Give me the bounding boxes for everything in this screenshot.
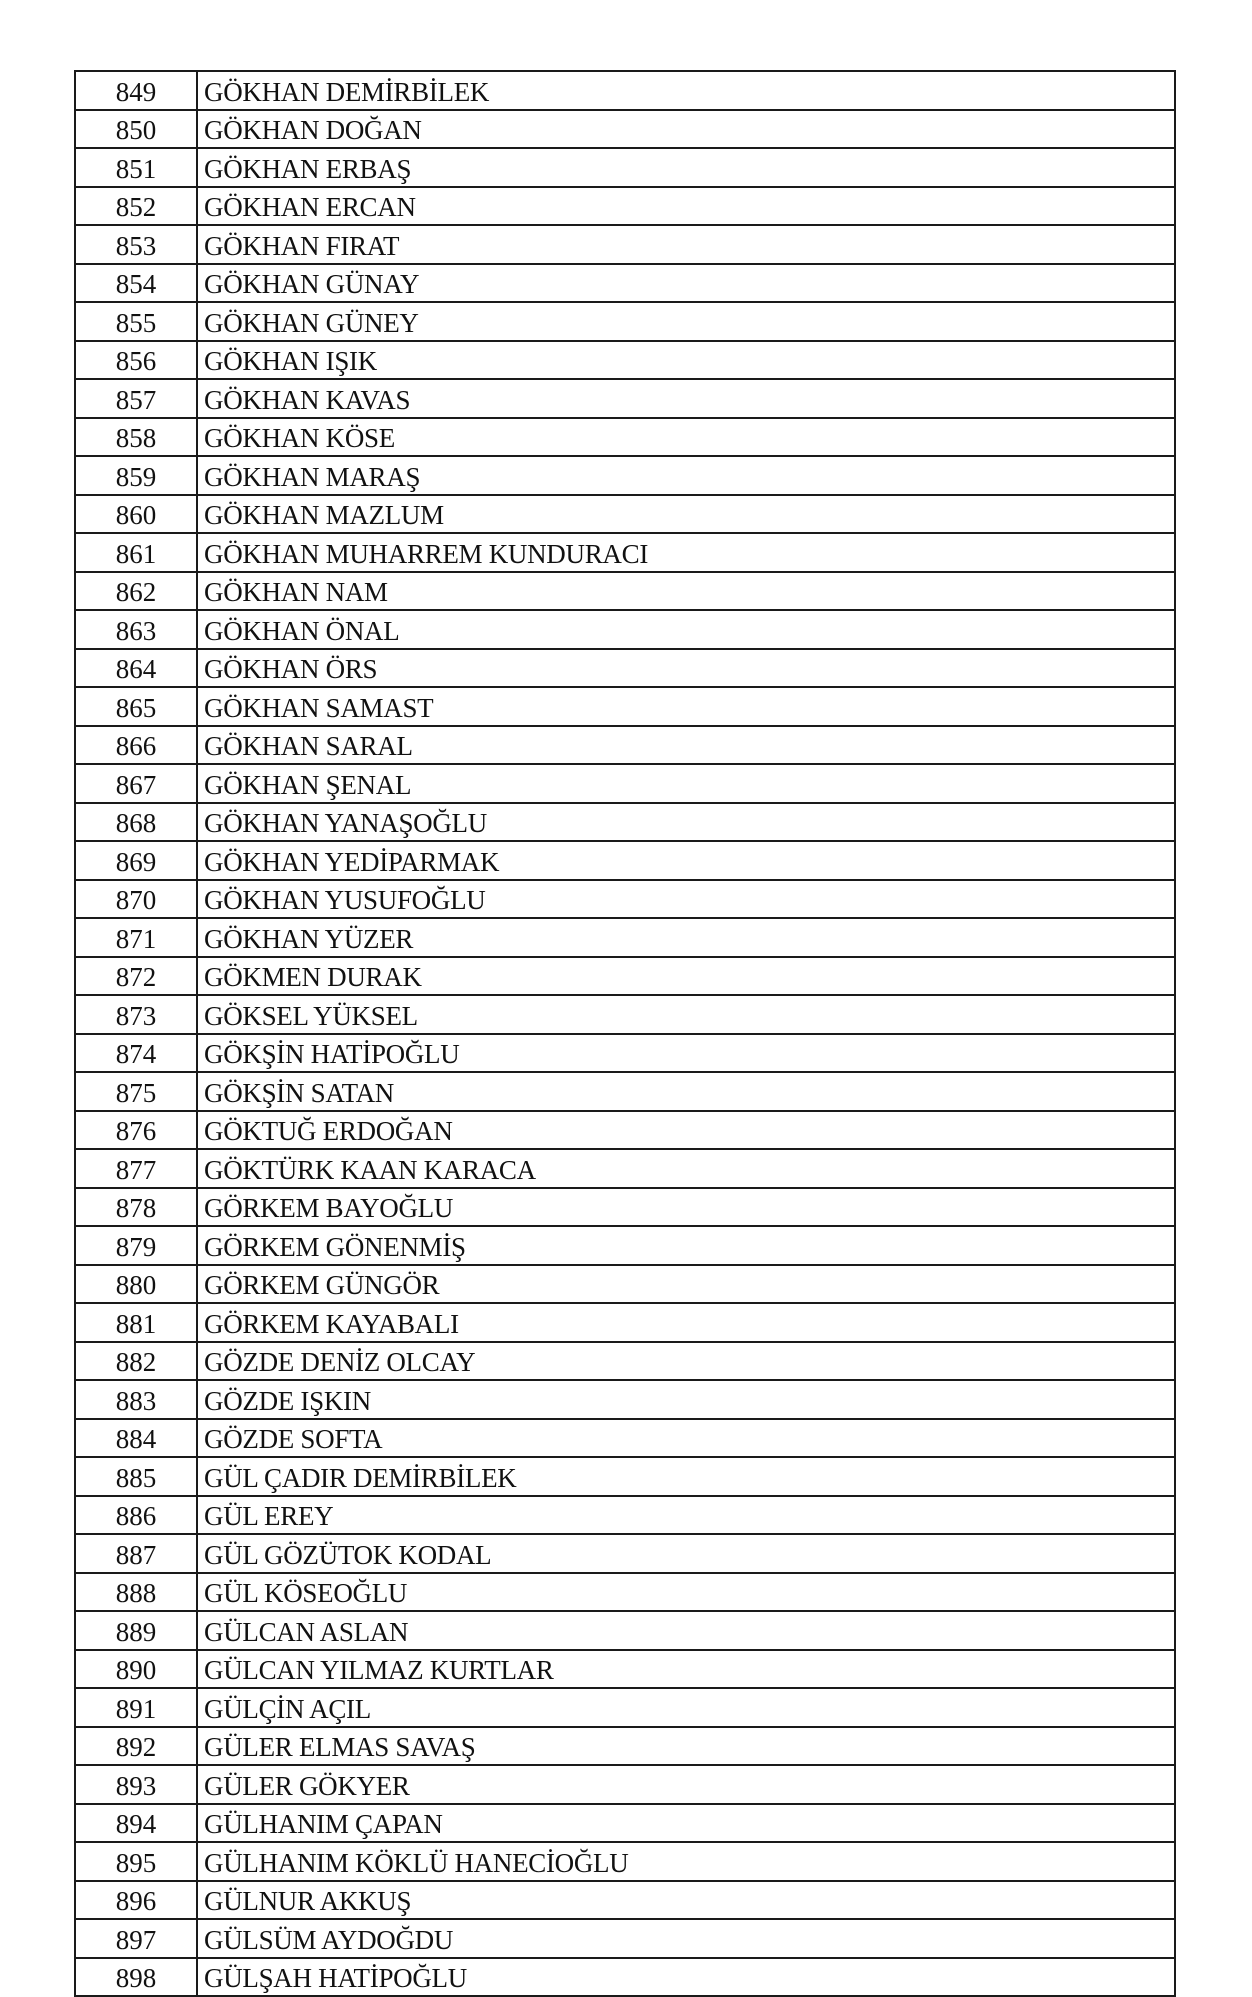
row-number: 894: [75, 1804, 197, 1843]
row-number: 875: [75, 1072, 197, 1111]
person-name: GÖKHAN KAVAS: [197, 379, 1175, 418]
row-number: 856: [75, 341, 197, 380]
table-row: [75, 379, 1175, 418]
row-number: 877: [75, 1149, 197, 1188]
table-row: [75, 1881, 1175, 1920]
table-row: [75, 1496, 1175, 1535]
person-name: GÖKHAN YEDİPARMAK: [197, 841, 1175, 880]
table-row: [75, 995, 1175, 1034]
row-number: 861: [75, 533, 197, 572]
person-name: GÜLCAN ASLAN: [197, 1611, 1175, 1650]
row-number: 851: [75, 148, 197, 187]
table-row: [75, 1611, 1175, 1650]
person-name: GÜL KÖSEOĞLU: [197, 1573, 1175, 1612]
row-number: 857: [75, 379, 197, 418]
table-row: [75, 1342, 1175, 1381]
person-name: GÖKŞİN SATAN: [197, 1072, 1175, 1111]
person-name: GÖKHAN MAZLUM: [197, 495, 1175, 534]
table-row: [75, 610, 1175, 649]
row-number: 888: [75, 1573, 197, 1612]
person-name: GÜLHANIM ÇAPAN: [197, 1804, 1175, 1843]
table-row: [75, 1072, 1175, 1111]
table-row: [75, 148, 1175, 187]
table-row: [75, 1303, 1175, 1342]
table-row: [75, 1419, 1175, 1458]
row-number: 873: [75, 995, 197, 1034]
table-row: [75, 341, 1175, 380]
table-row: [75, 1457, 1175, 1496]
table-row: [75, 187, 1175, 226]
row-number: 853: [75, 225, 197, 264]
row-number: 891: [75, 1688, 197, 1727]
row-number: 896: [75, 1881, 197, 1920]
table-row: [75, 1688, 1175, 1727]
row-number: 863: [75, 610, 197, 649]
table-row: [75, 1573, 1175, 1612]
person-name: GÜLÇİN AÇIL: [197, 1688, 1175, 1727]
row-number: 850: [75, 110, 197, 149]
table-row: [75, 649, 1175, 688]
table-row: [75, 880, 1175, 919]
name-list-body: [75, 71, 1175, 1996]
table-row: [75, 918, 1175, 957]
person-name: GÖKHAN DEMİRBİLEK: [197, 71, 1175, 110]
table-row: [75, 1727, 1175, 1766]
table-row: [75, 1534, 1175, 1573]
row-number: 874: [75, 1034, 197, 1073]
row-number: 883: [75, 1380, 197, 1419]
table-row: [75, 1380, 1175, 1419]
row-number: 859: [75, 456, 197, 495]
row-number: 890: [75, 1650, 197, 1689]
person-name: GÜLCAN YILMAZ KURTLAR: [197, 1650, 1175, 1689]
table-row: [75, 1804, 1175, 1843]
person-name: GÖKHAN ŞENAL: [197, 764, 1175, 803]
row-number: 864: [75, 649, 197, 688]
table-row: [75, 71, 1175, 110]
table-row: [75, 110, 1175, 149]
table-row: [75, 687, 1175, 726]
row-number: 876: [75, 1111, 197, 1150]
row-number: 885: [75, 1457, 197, 1496]
table-row: [75, 418, 1175, 457]
person-name: GÜL GÖZÜTOK KODAL: [197, 1534, 1175, 1573]
name-list-table: [74, 70, 1176, 1997]
person-name: GÖKTUĞ ERDOĞAN: [197, 1111, 1175, 1150]
row-number: 895: [75, 1842, 197, 1881]
person-name: GÖKHAN YANAŞOĞLU: [197, 803, 1175, 842]
person-name: GÖZDE SOFTA: [197, 1419, 1175, 1458]
person-name: GÖKHAN MUHARREM KUNDURACI: [197, 533, 1175, 572]
person-name: GÖKHAN SARAL: [197, 726, 1175, 765]
table-row: [75, 1765, 1175, 1804]
table-row: [75, 726, 1175, 765]
table-row: [75, 764, 1175, 803]
row-number: 867: [75, 764, 197, 803]
row-number: 868: [75, 803, 197, 842]
row-number: 887: [75, 1534, 197, 1573]
table-row: [75, 302, 1175, 341]
row-number: 849: [75, 71, 197, 110]
table-row: [75, 495, 1175, 534]
person-name: GÖKHAN IŞIK: [197, 341, 1175, 380]
person-name: GÖKHAN KÖSE: [197, 418, 1175, 457]
table-row: [75, 1265, 1175, 1304]
row-number: 872: [75, 957, 197, 996]
row-number: 855: [75, 302, 197, 341]
table-row: [75, 1842, 1175, 1881]
row-number: 854: [75, 264, 197, 303]
table-row: [75, 1188, 1175, 1227]
row-number: 878: [75, 1188, 197, 1227]
row-number: 892: [75, 1727, 197, 1766]
row-number: 869: [75, 841, 197, 880]
person-name: GÜLER GÖKYER: [197, 1765, 1175, 1804]
row-number: 880: [75, 1265, 197, 1304]
person-name: GÜLNUR AKKUŞ: [197, 1881, 1175, 1920]
row-number: 871: [75, 918, 197, 957]
person-name: GÖRKEM BAYOĞLU: [197, 1188, 1175, 1227]
table-row: [75, 1034, 1175, 1073]
person-name: GÖKTÜRK KAAN KARACA: [197, 1149, 1175, 1188]
row-number: 858: [75, 418, 197, 457]
row-number: 897: [75, 1919, 197, 1958]
table-row: [75, 572, 1175, 611]
row-number: 886: [75, 1496, 197, 1535]
row-number: 870: [75, 880, 197, 919]
row-number: 879: [75, 1226, 197, 1265]
person-name: GÖRKEM KAYABALI: [197, 1303, 1175, 1342]
table-row: [75, 533, 1175, 572]
table-row: [75, 841, 1175, 880]
table-row: [75, 957, 1175, 996]
table-row: [75, 456, 1175, 495]
row-number: 884: [75, 1419, 197, 1458]
person-name: GÖKHAN YÜZER: [197, 918, 1175, 957]
person-name: GÖKHAN YUSUFOĞLU: [197, 880, 1175, 919]
person-name: GÖKHAN GÜNAY: [197, 264, 1175, 303]
person-name: GÖKHAN ÖNAL: [197, 610, 1175, 649]
person-name: GÜL EREY: [197, 1496, 1175, 1535]
row-number: 889: [75, 1611, 197, 1650]
row-number: 882: [75, 1342, 197, 1381]
person-name: GÖRKEM GÖNENMİŞ: [197, 1226, 1175, 1265]
table-row: [75, 1111, 1175, 1150]
table-row: [75, 225, 1175, 264]
person-name: GÖKHAN GÜNEY: [197, 302, 1175, 341]
row-number: 881: [75, 1303, 197, 1342]
person-name: GÜL ÇADIR DEMİRBİLEK: [197, 1457, 1175, 1496]
person-name: GÖZDE IŞKIN: [197, 1380, 1175, 1419]
row-number: 860: [75, 495, 197, 534]
person-name: GÖKHAN ERCAN: [197, 187, 1175, 226]
person-name: GÜLHANIM KÖKLÜ HANECİOĞLU: [197, 1842, 1175, 1881]
person-name: GÖKHAN SAMAST: [197, 687, 1175, 726]
person-name: GÖKŞİN HATİPOĞLU: [197, 1034, 1175, 1073]
row-number: 862: [75, 572, 197, 611]
row-number: 866: [75, 726, 197, 765]
table-row: [75, 1919, 1175, 1958]
person-name: GÖZDE DENİZ OLCAY: [197, 1342, 1175, 1381]
row-number: 865: [75, 687, 197, 726]
row-number: 893: [75, 1765, 197, 1804]
table-row: [75, 1958, 1175, 1997]
person-name: GÖKHAN FIRAT: [197, 225, 1175, 264]
table-row: [75, 1226, 1175, 1265]
row-number: 852: [75, 187, 197, 226]
table-row: [75, 1149, 1175, 1188]
person-name: GÖKMEN DURAK: [197, 957, 1175, 996]
person-name: GÖKHAN ÖRS: [197, 649, 1175, 688]
person-name: GÖKHAN ERBAŞ: [197, 148, 1175, 187]
table-row: [75, 1650, 1175, 1689]
table-row: [75, 264, 1175, 303]
person-name: GÖKHAN NAM: [197, 572, 1175, 611]
person-name: GÜLSÜM AYDOĞDU: [197, 1919, 1175, 1958]
person-name: GÖKSEL YÜKSEL: [197, 995, 1175, 1034]
table-row: [75, 803, 1175, 842]
person-name: GÖRKEM GÜNGÖR: [197, 1265, 1175, 1304]
person-name: GÖKHAN DOĞAN: [197, 110, 1175, 149]
row-number: 898: [75, 1958, 197, 1997]
person-name: GÖKHAN MARAŞ: [197, 456, 1175, 495]
person-name: GÜLER ELMAS SAVAŞ: [197, 1727, 1175, 1766]
person-name: GÜLŞAH HATİPOĞLU: [197, 1958, 1175, 1997]
